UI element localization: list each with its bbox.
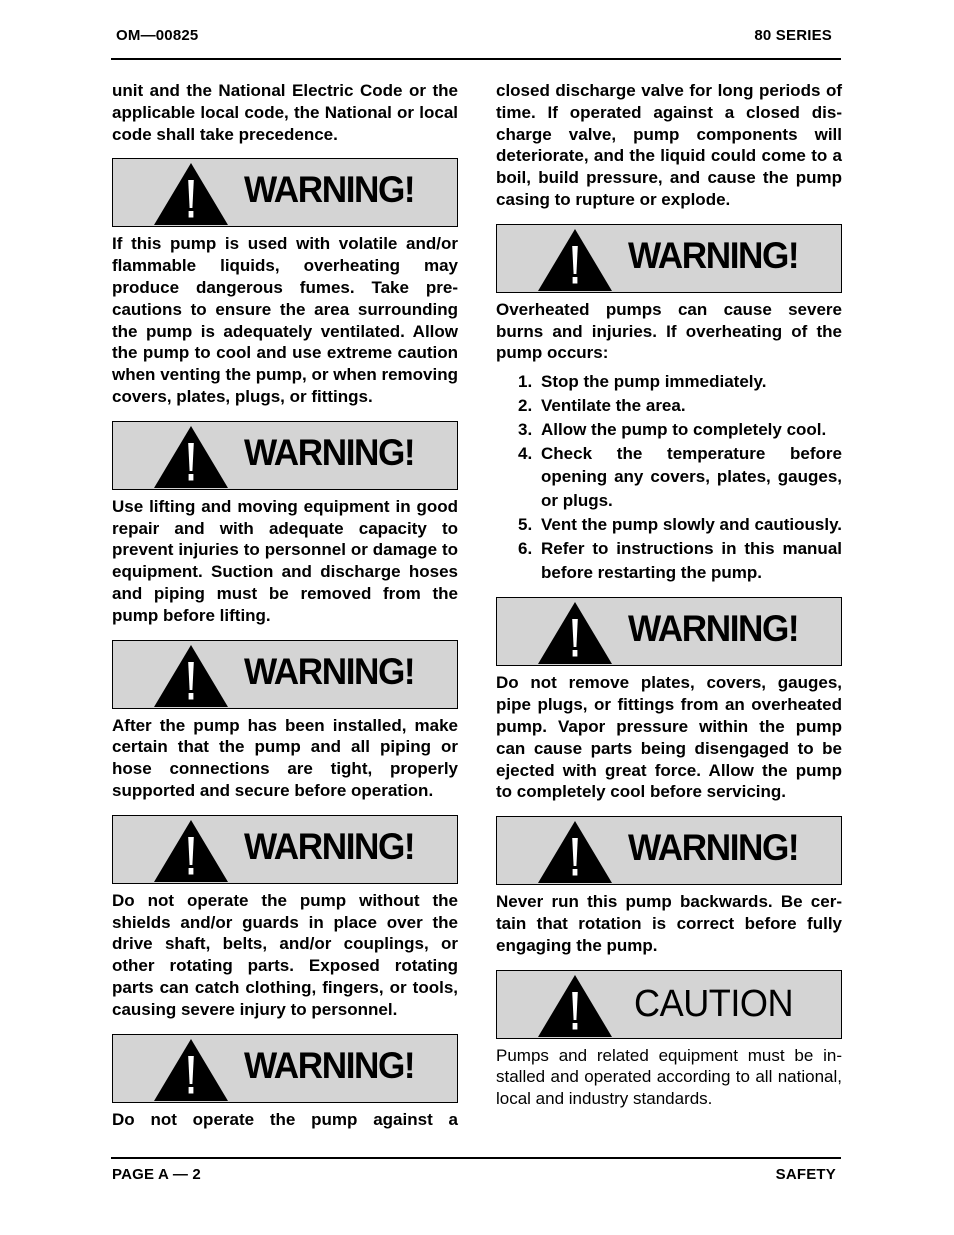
warning-triangle-icon — [153, 644, 229, 708]
warning-label: WARNING! — [628, 608, 799, 650]
warning-label: WARNING! — [628, 827, 799, 869]
caution-label: CAUTION — [634, 982, 794, 1025]
warning-sign — [496, 816, 842, 885]
warning-text-overheating: Overheated pumps can cause severe burns and injuries. If overheating of the pump occurs: — [496, 299, 842, 363]
list-item: 3. Allow the pump to completely cool. — [518, 419, 827, 439]
warning-sign — [112, 1034, 458, 1103]
warning-triangle-icon — [153, 819, 229, 883]
warning-label: WARNING! — [244, 650, 415, 692]
list-item: 4. Check the temperature before opening any covers, plates, gauges, or plugs. — [518, 443, 842, 511]
warning-text-closed-valve-cont: closed discharge valve for long periods of time. If operated against a closed discharge valve, pump components will deteriorate, and the liquid could come to a boil, build pressure, and cause the pump casing to rupture or explode. — [496, 81, 842, 209]
caution-triangle-icon — [537, 974, 613, 1038]
warning-label: WARNING! — [244, 169, 415, 211]
warning-label: WARNING! — [244, 1044, 415, 1086]
overheating-steps-list — [496, 370, 842, 584]
warning-text-lifting: Use lifting and moving equipment in good repair and with adequate capacity to prevent injuries to personnel or damage to equipment. Suction and discharge hoses and piping must be removed from the pump before lifting. — [112, 496, 458, 625]
footer-rule — [111, 1157, 841, 1159]
warning-triangle-icon — [153, 1038, 229, 1102]
series-title: 80 SERIES — [754, 27, 832, 44]
warning-sign — [112, 815, 458, 884]
warning-sign — [112, 640, 458, 709]
intro-paragraph: unit and the National Electric Code or the applicable local code, the National or local code shall take precedence. — [112, 81, 458, 144]
warning-text-connections: After the pump has been installed, make certain that the pump and all piping or hose connections are tight, properly supported and secure before operation. — [112, 715, 458, 800]
warning-label: WARNING! — [244, 825, 415, 867]
warning-triangle-icon — [537, 228, 613, 292]
caution-sign — [496, 970, 842, 1039]
right-column — [496, 80, 842, 1110]
header-rule — [111, 58, 841, 60]
warning-sign — [112, 158, 458, 227]
warning-sign — [496, 224, 842, 293]
warning-triangle-icon — [537, 601, 613, 665]
caution-text-standards: Pumps and related equipment must be installed and operated according to all national, local and industry standards. — [496, 1045, 842, 1109]
warning-text-volatile-liquids: If this pump is used with volatile and/or flammable liquids, overheating may produce dangerous fumes. Take precautions to ensure the area surrounding the pump is adequately ventilated. Allow the pump to cool and use extreme caution when venting the pump, or when removing covers, plates, plugs, or fittings. — [112, 234, 458, 406]
warning-sign — [112, 421, 458, 490]
warning-text-rotation: Never run this pump backwards. Be certain that rotation is correct before fully engaging the pump. — [496, 892, 842, 955]
section-title: SAFETY — [775, 1166, 836, 1183]
warning-text-guards: Do not operate the pump without the shields and/or guards in place over the drive shaft, belts, and/or couplings, or other rotating parts. Exposed rotating parts can catch clothing, fingers, or tools, causing severe injury to personnel. — [112, 890, 458, 1019]
list-item: 6. Refer to instructions in this manual before restarting the pump. — [518, 538, 842, 582]
page-number: PAGE A — 2 — [112, 1166, 201, 1183]
warning-text-closed-valve-start: Do not operate the pump against a — [112, 1109, 458, 1129]
list-item: 1. Stop the pump immediately. — [518, 372, 767, 392]
list-item: 5. Vent the pump slowly and cautiously. — [518, 514, 843, 534]
warning-label: WARNING! — [244, 431, 415, 473]
warning-triangle-icon — [153, 425, 229, 489]
warning-label: WARNING! — [628, 234, 799, 276]
warning-triangle-icon — [153, 162, 229, 226]
list-item: 2. Ventilate the area. — [518, 395, 686, 415]
left-column — [112, 80, 458, 1130]
document-number: OM—00825 — [116, 27, 199, 44]
warning-sign — [496, 597, 842, 666]
warning-triangle-icon — [537, 820, 613, 884]
warning-text-vapor-pressure: Do not remove plates, covers, gauges, pipe plugs, or fittings from an overheated pump. Vapor pressure within the pump can cause parts being disengaged to be ejected with great force. Allow the pump to completely cool before servicing. — [496, 673, 842, 802]
